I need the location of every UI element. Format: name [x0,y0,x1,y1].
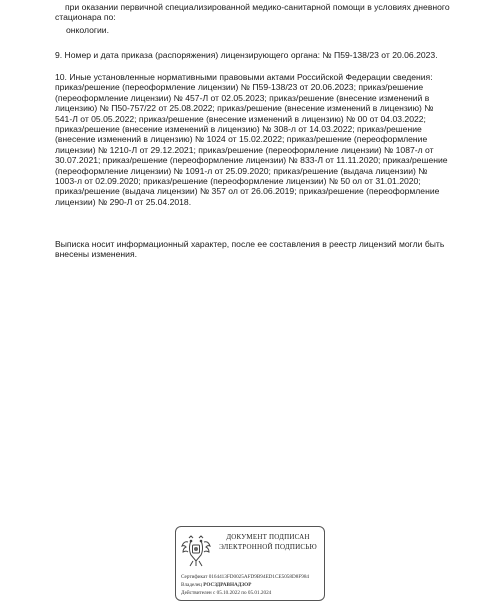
disclaimer-paragraph: Выписка носит информационный характер, после ее составления в реестр лицензий могли быть внесены изменения. [55,239,445,260]
owner-name: РОСЗДРАВНАДЗОР [203,582,252,588]
order-number-paragraph: 9. Номер и дата приказа (распоряжения) лицензирующего органа: № П59-138/23 от 20.06.2023. [55,50,438,60]
owner-label: Владелец [181,582,202,588]
stamp-title [216,533,320,552]
certificate-validity: Действителен с 05.10.2022 по 05.01.2024 [181,590,272,596]
text-line-intro: при оказании первичной специализированной медико-санитарной помощи в условиях дневного [65,2,450,12]
certificate-number: Сертификат 0164413FD0025AFD9B94ED1CE5058D8F984 [181,574,310,580]
stamp-title-line2: ЭЛЕКТРОННОЙ ПОДПИСЬЮ [219,542,317,551]
text-line-hospital: стационара по: [55,12,116,22]
text-line-specialty: онкологии. [66,25,109,35]
certificate-owner [181,582,251,589]
other-details-paragraph: 10. Иные установленные нормативными правовыми актами Российской Федерации сведения: приказ/решение (переоформление лицензии) № П59-138/23 от 20.06.2023; приказ/решение (переоформление лицензии) № 457-Л от 02.05.2023; приказ/решение (внесение изменений в лицензию) № П50-757/22 от 25.08.2022; приказ/решение (внесение изменений в лицензию) № 541-Л от 05.05.2022; приказ/решение (внесение изменений в лицензию) № 00 от 04.03.2022; приказ/решение (внесение изменений в лицензию) № 308-л от 14.03.2022; приказ/решение (внесение изменений в лицензию) № 1024 от 15.02.2022; приказ/решение (переоформление лицензии) № 1210-Л от 29.12.2021; приказ/решение (переоформление лицензии) № 1087-л от 30.07.2021; приказ/решение (переоформление лицензии) № 833-Л от 11.11.2020; приказ/решение (переоформление лицензии) № 1091-л от 25.09.2020; приказ/решение (выдача лицензии) № 1003-л от 02.09.2020; приказ/решение (переоформление лицензии) № 50 ол от 31.01.2020; приказ/решение (выдача лицензии) № 357 ол от 26.06.2019; приказ/решение (переоформление лицензии) № 290-Л от 25.04.2018. [55,72,448,207]
electronic-signature-stamp [175,526,325,601]
russian-coat-of-arms-icon [181,534,211,568]
stamp-title-line1: ДОКУМЕНТ ПОДПИСАН [226,533,310,541]
